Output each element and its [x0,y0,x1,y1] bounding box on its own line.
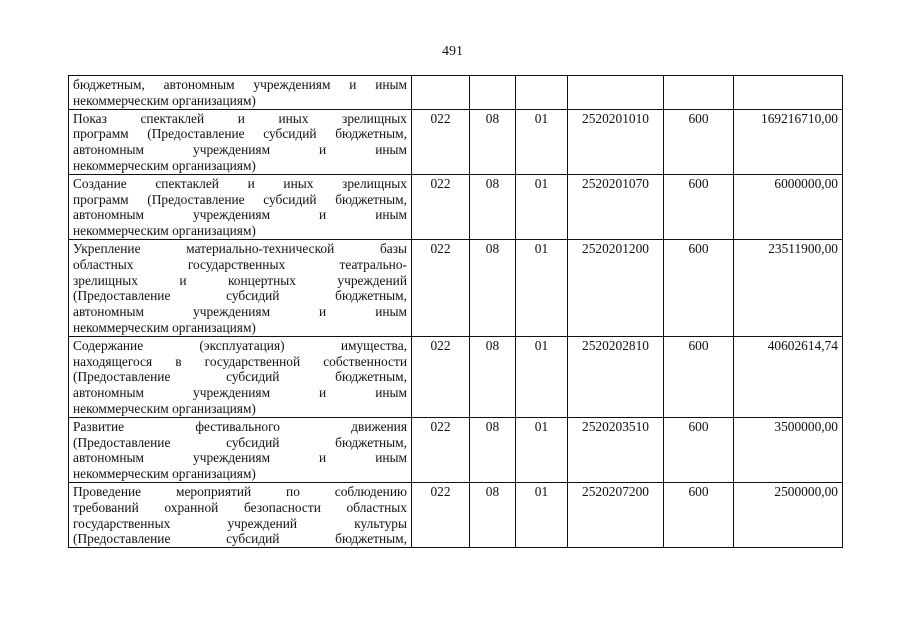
cell-vr: 600 [664,239,734,336]
cell-name-line: Содержание (эксплуатация) имущества, [73,337,407,353]
cell-pr: 01 [516,174,568,239]
cell-rz: 08 [470,239,516,336]
cell-csr: 2520202810 [568,336,664,417]
cell-grbs: 022 [412,417,470,482]
cell-name [69,174,412,239]
cell-name-line: некоммерческим организациям) [73,92,256,108]
cell-csr: 2520207200 [568,482,664,547]
cell-name [69,336,412,417]
table-row [69,174,843,239]
cell-name [69,482,412,547]
cell-csr [568,76,664,110]
cell-name-line: автономным учреждениям и иным [73,142,407,158]
cell-rz: 08 [470,109,516,174]
cell-name-line: автономным учреждениям и иным [73,207,407,223]
cell-name-line: некоммерческим организациям) [73,157,256,173]
cell-name-line: программ (Предоставление субсидий бюджетным, [73,191,407,207]
cell-name-line: (Предоставление субсидий бюджетным, [73,434,407,450]
cell-vr: 600 [664,417,734,482]
cell-csr: 2520201200 [568,239,664,336]
cell-name [69,109,412,174]
cell-name-line: некоммерческим организациям) [73,466,256,482]
cell-sum: 23511900,00 [734,239,843,336]
cell-name [69,239,412,336]
cell-name-line: Укрепление материально-технической базы [73,240,407,256]
cell-name-line: областных государственных театрально- [73,256,407,272]
cell-csr: 2520203510 [568,417,664,482]
cell-name-line: некоммерческим организациям) [73,223,256,239]
cell-name-line: (Предоставление субсидий бюджетным, [73,531,407,547]
cell-vr: 600 [664,174,734,239]
cell-grbs: 022 [412,482,470,547]
cell-name [69,76,412,110]
cell-name-line: автономным учреждениям и иным [73,385,407,401]
cell-pr: 01 [516,239,568,336]
cell-pr: 01 [516,109,568,174]
cell-name-line: государственных учреждений культуры [73,515,407,531]
cell-sum: 169216710,00 [734,109,843,174]
cell-rz: 08 [470,482,516,547]
cell-grbs: 022 [412,336,470,417]
cell-name-line: бюджетным, автономным учреждениям и иным [73,77,407,92]
cell-vr: 600 [664,109,734,174]
cell-name-line: (Предоставление субсидий бюджетным, [73,288,407,304]
cell-name-line: автономным учреждениям и иным [73,304,407,320]
table-row [69,417,843,482]
cell-sum [734,76,843,110]
cell-sum: 2500000,00 [734,482,843,547]
cell-name-line: (Предоставление субсидий бюджетным, [73,369,407,385]
table-row-continuation [69,76,843,110]
page-number: 491 [442,44,463,59]
table-row [69,109,843,174]
cell-sum: 3500000,00 [734,417,843,482]
cell-name-line: программ (Предоставление субсидий бюджетным, [73,126,407,142]
cell-grbs [412,76,470,110]
cell-name-line: зрелищных и концертных учреждений [73,272,407,288]
cell-grbs: 022 [412,109,470,174]
cell-rz: 08 [470,417,516,482]
cell-vr [664,76,734,110]
cell-grbs: 022 [412,239,470,336]
table-row [69,336,843,417]
cell-rz: 08 [470,174,516,239]
budget-table [68,75,843,548]
cell-rz [470,76,516,110]
cell-name-line: автономным учреждениям и иным [73,450,407,466]
table-row [69,239,843,336]
cell-name-line: Развитие фестивального движения [73,418,407,434]
cell-pr [516,76,568,110]
cell-pr: 01 [516,482,568,547]
cell-vr: 600 [664,336,734,417]
cell-name-line: находящегося в государственной собственности [73,353,407,369]
budget-table-body [69,76,843,548]
cell-rz: 08 [470,336,516,417]
cell-name [69,417,412,482]
cell-name-line: некоммерческим организациям) [73,400,256,416]
cell-name-line: Показ спектаклей и иных зрелищных [73,110,407,126]
cell-grbs: 022 [412,174,470,239]
cell-vr: 600 [664,482,734,547]
cell-name-line: Создание спектаклей и иных зрелищных [73,175,407,191]
cell-csr: 2520201010 [568,109,664,174]
cell-name-line: Проведение мероприятий по соблюдению [73,483,407,499]
cell-pr: 01 [516,336,568,417]
table-row [69,482,843,547]
cell-sum: 40602614,74 [734,336,843,417]
cell-name-line: требований охранной безопасности областных [73,499,407,515]
cell-pr: 01 [516,417,568,482]
cell-name-line: некоммерческим организациям) [73,319,256,335]
cell-sum: 6000000,00 [734,174,843,239]
cell-csr: 2520201070 [568,174,664,239]
